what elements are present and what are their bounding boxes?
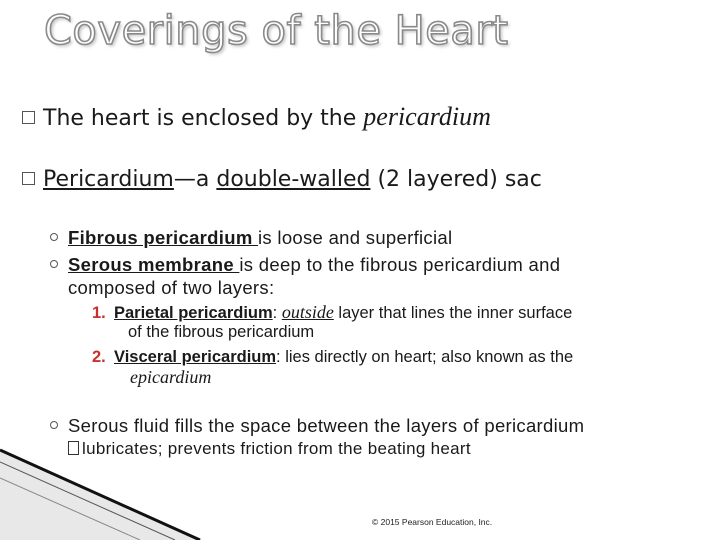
decorative-slant-lines — [0, 448, 400, 540]
outside-emphasis: outside — [281, 302, 334, 322]
copyright-footer: © 2015 Pearson Education, Inc. — [372, 517, 493, 527]
slide-title: Coverings of the Heart — [44, 8, 509, 54]
serous-desc-line2: composed of two layers: — [68, 277, 275, 298]
pericardium-heading: Pericardium — [43, 167, 174, 192]
visceral-term: Visceral pericardium — [114, 348, 277, 366]
list-number: 1. — [92, 304, 106, 322]
circle-bullet-icon — [50, 233, 58, 241]
parietal-desc: layer that lines the inner surface — [333, 304, 573, 322]
fibrous-term: Fibrous pericardium — [68, 227, 259, 248]
bullet-serous — [50, 253, 560, 276]
pericardium-term: pericardium — [363, 102, 491, 131]
fibrous-desc: is loose and superficial — [258, 227, 453, 248]
bullet-fibrous — [50, 226, 452, 249]
visceral-desc: lies directly on heart; also known as the — [285, 348, 574, 366]
bullet-pericardium — [22, 167, 542, 193]
circle-bullet-icon — [50, 260, 58, 268]
epicardium-term: epicardium — [130, 367, 212, 387]
layer-visceral — [92, 347, 573, 367]
list-number: 2. — [92, 348, 106, 366]
serous-term: Serous membrane — [68, 254, 240, 275]
double-walled-term: double-walled — [216, 167, 371, 192]
lubricates-text: lubricates; prevents friction from the beating heart — [82, 439, 471, 458]
serous-fluid-text: Serous fluid fills the space between the layers of pericardium — [68, 415, 585, 436]
square-bullet-icon — [22, 111, 35, 124]
bullet-enclosed — [22, 104, 491, 132]
sac-text: (2 layered) sac — [370, 167, 542, 192]
bullet-text: The heart is enclosed by the — [43, 106, 364, 131]
visceral-colon: : — [276, 348, 286, 366]
parietal-desc-line2: of the fibrous pericardium — [128, 323, 315, 341]
parietal-term: Parietal pericardium — [114, 304, 273, 322]
bullet-serous-fluid — [50, 414, 584, 437]
square-bullet-icon — [22, 172, 35, 185]
dash-text: —a — [173, 167, 217, 192]
parietal-colon: : — [272, 304, 282, 322]
serous-desc: is deep to the fibrous pericardium and — [239, 254, 561, 275]
circle-bullet-icon — [50, 421, 58, 429]
layer-parietal — [92, 302, 572, 323]
